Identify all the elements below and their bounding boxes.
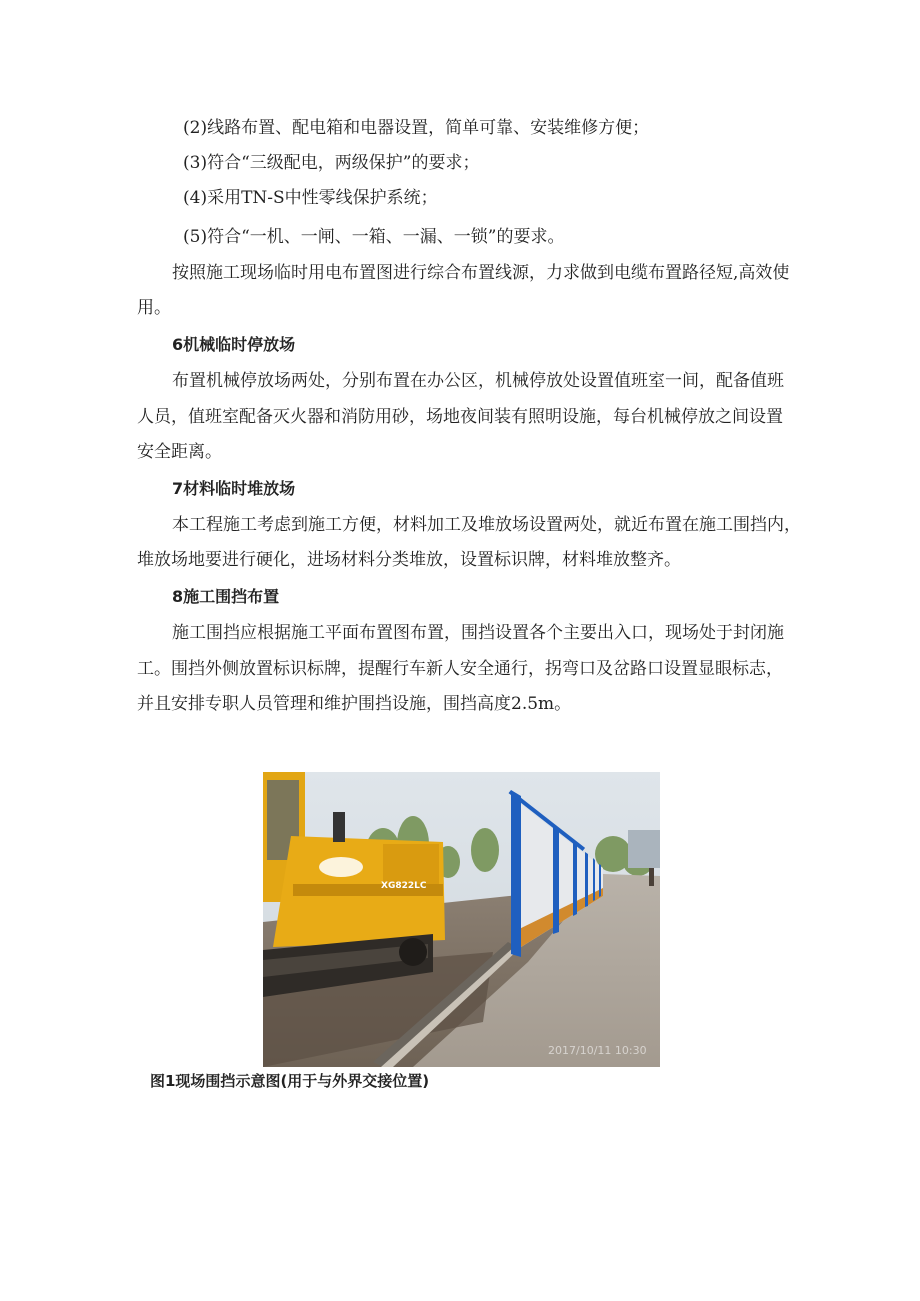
section-6-line-1: 布置机械停放场两处，分别布置在办公区，机械停放处设置值班室一间，配备值班 bbox=[172, 371, 784, 391]
section-6-heading: 6机械临时停放场 bbox=[172, 335, 296, 354]
section-8-line-1: 施工围挡应根据施工平面布置图布置，围挡设置各个主要出入口，现场处于封闭施 bbox=[172, 623, 784, 643]
section-8-line-2: 工。围挡外侧放置标识标牌，提醒行车新人安全通行，拐弯口及岔路口设置显眼标志， bbox=[137, 659, 783, 679]
list-item-4: (4)采用TN-S中性零线保护系统； bbox=[183, 188, 438, 208]
section-7-heading: 7材料临时堆放场 bbox=[172, 479, 296, 498]
power-paragraph-line-1: 按照施工现场临时用电布置图进行综合布置线源，力求做到电缆布置路径短,高效使 bbox=[172, 263, 790, 283]
figure-caption: 图1现场围挡示意图(用于与外界交接位置) bbox=[150, 1072, 430, 1090]
section-7-line-2: 堆放场地要进行硬化，进场材料分类堆放，设置标识牌，材料堆放整齐。 bbox=[137, 550, 681, 570]
list-item-3: (3)符合“三级配电，两级保护”的要求； bbox=[183, 153, 480, 173]
list-item-5: (5)符合“一机、一闸、一箱、一漏、一锁”的要求。 bbox=[183, 227, 565, 247]
section-7-line-1: 本工程施工考虑到施工方便，材料加工及堆放场设置两处，就近布置在施工围挡内， bbox=[172, 515, 801, 535]
photo-timestamp: 2017/10/11 10:30 bbox=[548, 1044, 647, 1057]
section-6-line-3: 安全距离。 bbox=[137, 442, 222, 462]
list-item-2: (2)线路布置、配电箱和电器设置，简单可靠、安装维修方便； bbox=[183, 118, 650, 138]
site-hoarding-photo bbox=[263, 772, 660, 1067]
section-6-line-2: 人员，值班室配备灭火器和消防用砂，场地夜间装有照明设施，每台机械停放之间设置 bbox=[137, 407, 783, 427]
excavator-model-label: XG822LC bbox=[381, 881, 427, 891]
section-8-heading: 8施工围挡布置 bbox=[172, 587, 280, 606]
section-8-line-3: 并且安排专职人员管理和维护围挡设施，围挡高度2.5m。 bbox=[137, 694, 572, 714]
power-paragraph-line-2: 用。 bbox=[137, 298, 171, 318]
